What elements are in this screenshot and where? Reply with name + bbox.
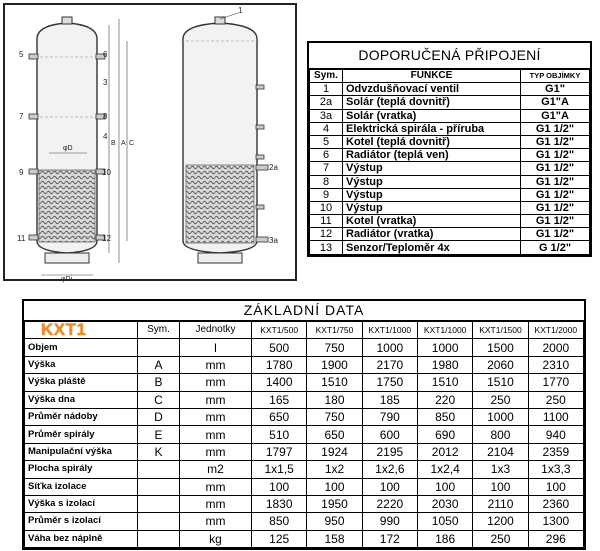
connections-header-func: FUNKCE [343,70,521,83]
data-value: 950 [307,513,362,530]
data-value: 1780 [252,356,307,373]
data-param: Průměr s izolací [25,513,138,530]
data-sym [138,339,180,356]
data-unit: mm [180,391,252,408]
data-value: 2000 [528,339,583,356]
connection-type: G1" [521,83,590,96]
header-model: KXT1/500 [252,322,307,339]
data-value: 1980 [417,356,472,373]
connection-row [310,135,590,148]
connection-sym: 7 [310,162,343,175]
data-row [25,339,584,356]
connection-type: G1 1/2" [521,228,590,241]
data-value: 2359 [528,443,583,460]
data-row [25,443,584,460]
basic-data-title: ZÁKLADNÍ DATA [24,301,584,321]
data-unit: m2 [180,461,252,478]
connection-row [310,241,590,254]
connection-function: Kotel (teplá dovnitř) [343,135,521,148]
connection-function: Výstup [343,188,521,201]
connection-sym: 4 [310,122,343,135]
side-view [181,13,268,263]
data-value: 2060 [473,356,528,373]
connection-type: G1 1/2" [521,149,590,162]
connection-type: G1 1/2" [521,215,590,228]
data-unit: mm [180,408,252,425]
data-value: 800 [473,426,528,443]
data-param: Váha bez náplně [25,530,138,547]
tank-drawing [3,3,297,281]
data-param: Objem [25,339,138,356]
connection-row [310,83,590,96]
connection-sym: 2a [310,96,343,109]
connection-function: Radiátor (teplá ven) [343,149,521,162]
data-value: 100 [362,478,417,495]
connection-type: G1 1/2" [521,122,590,135]
data-row [25,426,584,443]
data-value: 510 [252,426,307,443]
connection-row [310,162,590,175]
connection-row [310,96,590,109]
data-param: Průměr nádoby [25,408,138,425]
basic-data-header-row [25,322,584,339]
data-value: 600 [362,426,417,443]
data-unit: mm [180,374,252,391]
label-6: 6 [103,50,108,59]
data-unit: mm [180,478,252,495]
label-2a: 2a [269,163,278,172]
data-sym [138,478,180,495]
data-value: 1510 [473,374,528,391]
data-param: Výška dna [25,391,138,408]
data-value: 2104 [473,443,528,460]
data-value: 1x3 [473,461,528,478]
connection-sym: 10 [310,201,343,214]
data-sym: D [138,408,180,425]
data-value: 1000 [417,339,472,356]
data-param: Výška [25,356,138,373]
data-value: 1510 [417,374,472,391]
data-value: 650 [252,408,307,425]
connection-function: Solár (vratka) [343,109,521,122]
header-model: KXT1/1500 [473,322,528,339]
data-value: 185 [362,391,417,408]
connections-title: DOPORUČENÁ PŘIPOJENÍ [309,43,590,69]
connection-sym: 12 [310,228,343,241]
data-value: 1000 [473,408,528,425]
connection-function: Radiátor (vratka) [343,228,521,241]
connections-header-type: TYP OBJÍMKY [521,70,590,83]
label-5: 5 [19,50,24,59]
connection-sym: 5 [310,135,343,148]
label-8: 8 [103,112,108,121]
data-value: 100 [307,478,362,495]
data-param: Výška s izolací [25,495,138,512]
data-unit: l [180,339,252,356]
data-value: 1750 [362,374,417,391]
data-sym: C [138,391,180,408]
data-value: 100 [252,478,307,495]
label-1: 1 [238,6,243,15]
connection-row [310,122,590,135]
data-value: 1510 [307,374,362,391]
data-row [25,495,584,512]
connection-sym: 3a [310,109,343,122]
data-value: 1900 [307,356,362,373]
connections-header-sym: Sym. [310,70,343,83]
data-value: 850 [252,513,307,530]
label-dim-a: A [121,140,126,147]
data-row [25,461,584,478]
data-value: 1500 [473,339,528,356]
connection-row [310,175,590,188]
header-model: KXT1/750 [307,322,362,339]
connection-sym: 9 [310,188,343,201]
data-value: 250 [473,530,528,547]
data-value: 180 [307,391,362,408]
data-value: 1770 [528,374,583,391]
data-value: 1300 [528,513,583,530]
connection-row [310,215,590,228]
data-value: 1797 [252,443,307,460]
front-coil [39,170,95,242]
data-row [25,478,584,495]
data-value: 250 [473,391,528,408]
data-value: 2110 [473,495,528,512]
connection-function: Kotel (vratka) [343,215,521,228]
data-value: 2220 [362,495,417,512]
data-value: 1100 [528,408,583,425]
data-value: 650 [307,426,362,443]
data-row [25,356,584,373]
data-value: 172 [362,530,417,547]
data-sym [138,513,180,530]
data-value: 165 [252,391,307,408]
connection-function: Elektrická spirála - příruba [343,122,521,135]
connection-row [310,109,590,122]
label-11: 11 [17,234,26,243]
connections-header-row [310,70,590,83]
side-coil [186,165,254,243]
label-10: 10 [102,168,111,177]
data-row [25,391,584,408]
data-unit: mm [180,495,252,512]
data-unit: kg [180,530,252,547]
data-sym [138,495,180,512]
tank-drawing-svg [5,5,299,283]
data-value: 1950 [307,495,362,512]
data-row [25,530,584,547]
data-value: 100 [473,478,528,495]
data-value: 1x2,4 [417,461,472,478]
label-dim-c: C [129,140,135,147]
data-sym [138,530,180,547]
connections-table [307,41,592,257]
label-phi-di: φDi [61,276,73,283]
label-phi-d: φD [63,145,73,152]
data-value: 1830 [252,495,307,512]
data-value: 1x3,3 [528,461,583,478]
data-unit: mm [180,356,252,373]
data-param: Výška pláště [25,374,138,391]
data-value: 1x2,6 [362,461,417,478]
data-value: 850 [417,408,472,425]
connection-type: G1"A [521,96,590,109]
data-unit: mm [180,513,252,530]
connection-function: Odvzdušňovací ventil [343,83,521,96]
connection-type: G1 1/2" [521,162,590,175]
connection-function: Senzor/Teploměr 4x [343,241,521,254]
connection-function: Výstup [343,162,521,175]
data-value: 2012 [417,443,472,460]
connection-function: Solár (teplá dovnitř) [343,96,521,109]
data-value: 1x2 [307,461,362,478]
connection-function: Výstup [343,201,521,214]
connection-sym: 1 [310,83,343,96]
data-value: 1000 [362,339,417,356]
data-sym: E [138,426,180,443]
data-value: 2195 [362,443,417,460]
data-row [25,374,584,391]
data-param: Plocha spirály [25,461,138,478]
data-value: 2170 [362,356,417,373]
data-value: 2360 [528,495,583,512]
connection-row [310,188,590,201]
connection-row [310,201,590,214]
label-dim-b: B [111,140,116,147]
data-value: 296 [528,530,583,547]
label-12: 12 [102,234,111,243]
data-value: 100 [528,478,583,495]
connection-row [310,228,590,241]
data-value: 100 [417,478,472,495]
data-value: 1200 [473,513,528,530]
connection-sym: 6 [310,149,343,162]
connection-sym: 8 [310,175,343,188]
data-value: 790 [362,408,417,425]
connection-sym: 13 [310,241,343,254]
connection-type: G1 1/2" [521,135,590,148]
data-value: 750 [307,339,362,356]
connection-type: G 1/2" [521,241,590,254]
label-4: 4 [103,132,108,141]
data-param: Síťka izolace [25,478,138,495]
data-value: 1924 [307,443,362,460]
data-value: 158 [307,530,362,547]
header-sym: Sym. [138,322,180,339]
header-model: KXT1/1000 [362,322,417,339]
data-value: 125 [252,530,307,547]
data-sym: B [138,374,180,391]
data-value: 940 [528,426,583,443]
connection-type: G1 1/2" [521,201,590,214]
model-label: KXT1 [25,322,138,339]
connection-type: G1"A [521,109,590,122]
data-value: 990 [362,513,417,530]
connection-sym: 11 [310,215,343,228]
data-sym [138,461,180,478]
data-value: 186 [417,530,472,547]
data-value: 2310 [528,356,583,373]
label-7: 7 [19,112,24,121]
header-model: KXT1/1000 [417,322,472,339]
header-unit: Jednotky [180,322,252,339]
data-value: 1400 [252,374,307,391]
data-row [25,408,584,425]
data-unit: mm [180,426,252,443]
data-value: 690 [417,426,472,443]
connection-row [310,149,590,162]
data-value: 1x1,5 [252,461,307,478]
label-3a: 3a [269,236,278,245]
data-value: 2030 [417,495,472,512]
label-3: 3 [103,78,108,87]
connection-function: Výstup [343,175,521,188]
basic-data-table [22,299,586,550]
data-value: 500 [252,339,307,356]
data-value: 1050 [417,513,472,530]
data-sym: K [138,443,180,460]
data-sym: A [138,356,180,373]
data-row [25,513,584,530]
connection-type: G1 1/2" [521,175,590,188]
connection-type: G1 1/2" [521,188,590,201]
header-model: KXT1/2000 [528,322,583,339]
data-value: 250 [528,391,583,408]
data-param: Průměr spirály [25,426,138,443]
label-9: 9 [19,168,24,177]
data-value: 750 [307,408,362,425]
data-value: 220 [417,391,472,408]
data-param: Manipulační výška [25,443,138,460]
data-unit: mm [180,443,252,460]
